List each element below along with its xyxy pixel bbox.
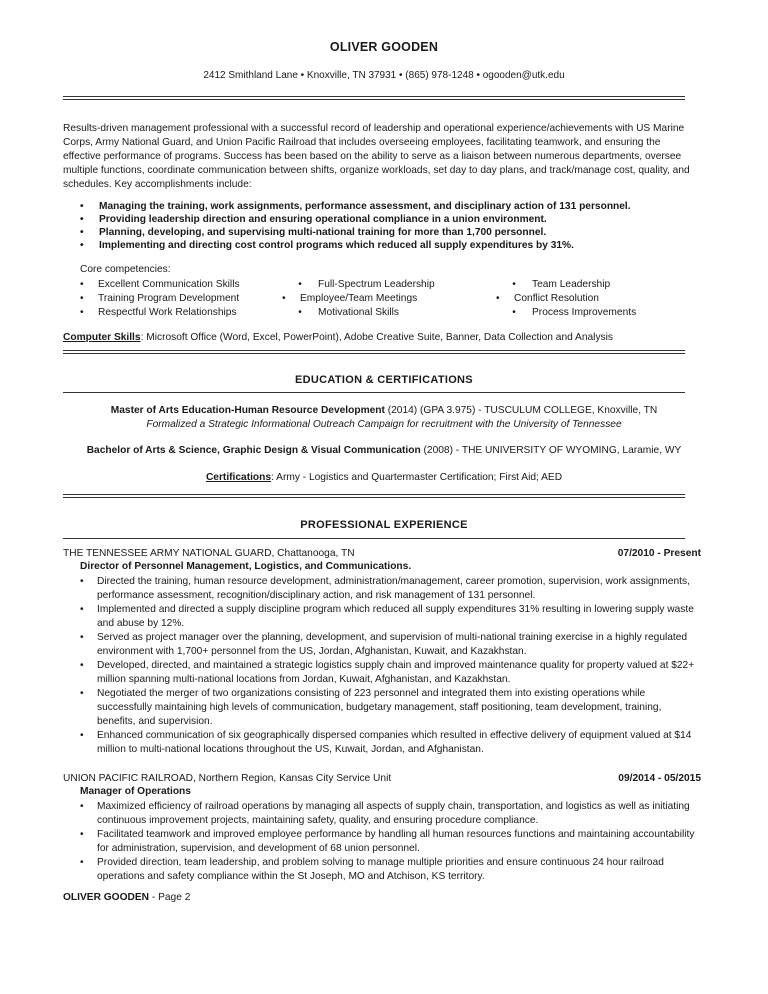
competency: Training Program Development bbox=[98, 293, 240, 304]
certifications-text: : Army - Logistics and Quartermaster Certification; First Aid; AED bbox=[271, 472, 563, 483]
list-item: • Served as project manager over the planning, development, and supervision of multi-national training exercise in a highly regulated environment with 1,700+ personnel from the US, Jordan, Afghanistan, Kuwait, and Kazakhstan. bbox=[80, 632, 688, 657]
job-bullets bbox=[80, 800, 702, 884]
ma-note: Formalized a Strategic Informational Outreach Campaign for recruitment with the University of Tennessee bbox=[146, 419, 622, 430]
footer-page: - Page 2 bbox=[149, 892, 191, 903]
page-footer bbox=[63, 892, 190, 903]
ba-degree: Bachelor of Arts & Science, Graphic Design & Visual Communication bbox=[86, 445, 421, 456]
computer-skills-text: : Microsoft Office (Word, Excel, PowerPoint), Adobe Creative Suite, Banner, Data Collection and Analysis bbox=[140, 332, 613, 343]
footer-name: OLIVER GOODEN bbox=[63, 892, 150, 903]
list-item: • Directed the training, human resource development, administration/management, career promotion, supervision, work assignments, performance assessment, recognition/disciplinary action, and risk management of 131 personnel. bbox=[80, 576, 690, 601]
competency: Respectful Work Relationships bbox=[98, 307, 237, 318]
list-item: • Negotiated the merger of two organizations consisting of 223 personnel and integrated them into existing operations while successfully maintaining high levels of communication, budgetary management, staff positioning, team development, training, benefits, and supervision. bbox=[80, 688, 662, 727]
job-header bbox=[63, 548, 701, 559]
list-item: • Managing the training, work assignments, performance assessment, and disciplinary action of 131 personnel. bbox=[80, 201, 631, 212]
education-title: EDUCATION & CERTIFICATIONS bbox=[295, 374, 473, 386]
list-item: • Implemented and directed a supply discipline program which reduced all supply expenditures 31% resulting in lowering supply waste and abuse by 12%. bbox=[80, 604, 694, 629]
job-dates: 09/2014 - 05/2015 bbox=[618, 773, 701, 784]
summary-paragraph: Results-driven management professional with a successful record of leadership and operational experience/achievements with US Marine Corps, Army National Guard, and Union Pacific Railroad that includes overseeing employees, facilitating teamwork, and ensuring the effective performance of programs. Success has been based on the ability to serve as a liaison between numerous departments, oversee multiple functions, coordinate communication between shifts, organize workloads, set day to day plans, and track/manage cost, quality, and schedules. Key accomplishments include: bbox=[63, 123, 690, 191]
computer-skills bbox=[63, 332, 613, 343]
competency: Motivational Skills bbox=[318, 307, 399, 318]
computer-skills-label: Computer Skills bbox=[63, 332, 141, 343]
job-role: Manager of Operations bbox=[80, 786, 191, 797]
list-item: • Provided direction, team leadership, and problem solving to manage multiple priorities and ensure continuous 24 hour railroad operations and safety compliance within the St Joseph, MO and Atchison, KS territory. bbox=[80, 857, 664, 882]
employer: UNION PACIFIC RAILROAD, Northern Region, Kansas City Service Unit bbox=[63, 773, 392, 784]
certifications bbox=[0, 471, 768, 485]
competencies-column-2: • Full-Spectrum Leadership • Employee/Team Meetings • Motivational Skills bbox=[282, 279, 435, 318]
list-item: • Implementing and directing cost control programs which reduced all supply expenditures by 31%. bbox=[80, 240, 574, 251]
competency: Process Improvements bbox=[532, 307, 637, 318]
accomplishments-list bbox=[80, 200, 700, 252]
list-item: • Planning, developing, and supervising multi-national training for more than 1,700 personnel. bbox=[80, 227, 547, 238]
ma-degree: Master of Arts Education-Human Resource Development bbox=[110, 405, 385, 416]
competency: Excellent Communication Skills bbox=[98, 279, 240, 290]
competency: Team Leadership bbox=[532, 279, 611, 290]
competencies-column-1: • Excellent Communication Skills • Training Program Development • Respectful Work Relationships bbox=[80, 279, 240, 318]
candidate-name: OLIVER GOODEN bbox=[329, 40, 439, 54]
competency: Conflict Resolution bbox=[514, 293, 599, 304]
competency: Employee/Team Meetings bbox=[300, 293, 418, 304]
header-divider bbox=[63, 96, 685, 100]
employer: THE TENNESSEE ARMY NATIONAL GUARD, Chattanooga, TN bbox=[63, 548, 355, 559]
competencies-column-3: • Team Leadership • Conflict Resolution • Process Improvements bbox=[496, 279, 637, 318]
list-item: • Developed, directed, and maintained a strategic logistics supply chain and improved maintenance quality for property valued at $22+ million spanning multi-national locations from Jordan, Kuwait, Afghanistan, and Kazakhstan. bbox=[80, 660, 695, 685]
education-ma bbox=[0, 404, 768, 432]
experience-title: PROFESSIONAL EXPERIENCE bbox=[300, 519, 468, 531]
job-bullets bbox=[80, 575, 702, 757]
ma-details: (2014) (GPA 3.975) - TUSCULUM COLLEGE, Knoxville, TN bbox=[384, 405, 658, 416]
education-ba bbox=[0, 444, 768, 458]
list-item: • Facilitated teamwork and improved employee performance by handling all human resources functions and maintaining accountability for administration, supervision, and development of 68 union personnel. bbox=[80, 829, 695, 854]
competency: Full-Spectrum Leadership bbox=[318, 279, 435, 290]
list-item: • Enhanced communication of six geographically dispersed companies which resulted in effective delivery of equipment valued at $14 million to multi-national locations throughout the US, Kuwait, Jordan, and Afghanistan. bbox=[80, 730, 692, 755]
job-role: Director of Personnel Management, Logistics, and Communications. bbox=[80, 561, 412, 572]
certifications-label: Certifications bbox=[205, 472, 272, 483]
contact-line: 2412 Smithland Lane • Knoxville, TN 37931 • (865) 978-1248 • ogooden@utk.edu bbox=[203, 70, 565, 81]
experience-title-rule bbox=[63, 538, 685, 539]
job-dates: 07/2010 - Present bbox=[617, 548, 701, 559]
list-item: • Maximized efficiency of railroad operations by managing all aspects of supply chain, transportation, and logistics as well as initiating continuous improvement projects, maintaining safety, quality, and ensuring procedure compliance. bbox=[80, 801, 690, 826]
section-divider bbox=[63, 494, 685, 498]
ba-details: (2008) - THE UNIVERSITY OF WYOMING, Laramie, WY bbox=[420, 445, 682, 456]
job-header bbox=[63, 773, 701, 784]
competencies-heading: Core competencies: bbox=[80, 264, 171, 275]
education-title-rule bbox=[63, 392, 685, 393]
section-divider bbox=[63, 350, 685, 354]
list-item: • Providing leadership direction and ensuring operational compliance in a union environment. bbox=[80, 214, 547, 225]
